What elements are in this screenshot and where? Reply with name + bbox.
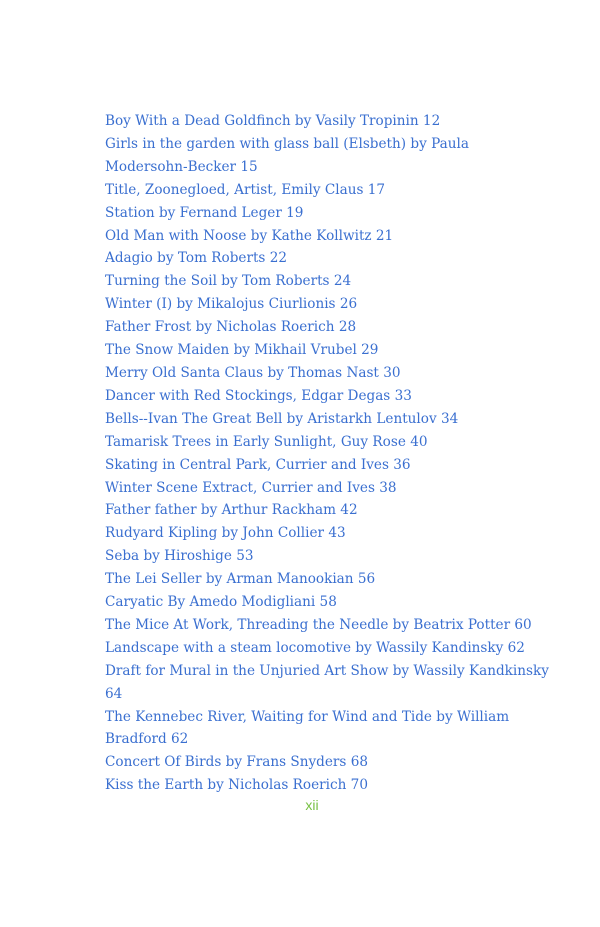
- list-item: Father father by Arthur Rackham 42: [105, 502, 358, 519]
- list-item: Merry Old Santa Claus by Thomas Nast 30: [105, 364, 401, 381]
- list-item: Station by Fernand Leger 19: [105, 204, 304, 221]
- page-number: xii: [305, 797, 319, 813]
- list-item: The Mice At Work, Threading the Needle by Beatrix Potter 60: [105, 616, 532, 633]
- list-item: The Snow Maiden by Mikhail Vrubel 29: [105, 342, 379, 359]
- list-item: Skating in Central Park, Currier and Ives 36: [105, 456, 411, 473]
- list-item: Seba by Hiroshige 53: [105, 548, 254, 565]
- list-item: Kiss the Earth by Nicholas Roerich 70: [105, 777, 368, 794]
- list-item: Tamarisk Trees in Early Sunlight, Guy Rose 40: [105, 433, 428, 450]
- illustration-list: [105, 110, 555, 797]
- list-item: The Lei Seller by Arman Manookian 56: [105, 571, 376, 588]
- list-item: Father Frost by Nicholas Roerich 28: [105, 319, 357, 336]
- list-item: Old Man with Noose by Kathe Kollwitz 21: [105, 227, 394, 244]
- list-item: Landscape with a steam locomotive by Wassily Kandinsky 62: [105, 639, 525, 656]
- list-item: Winter (I) by Mikalojus Ciurlionis 26: [105, 296, 358, 313]
- list-item: Caryatic By Amedo Modigliani 58: [105, 594, 337, 611]
- list-item: Concert Of Birds by Frans Snyders 68: [105, 754, 368, 771]
- list-item: The Kennebec River, Waiting for Wind and Tide by William Bradford 62: [105, 708, 510, 748]
- list-item: Draft for Mural in the Unjuried Art Show by Wassily Kandkinsky 64: [105, 662, 549, 702]
- list-item: Bells--Ivan The Great Bell by Aristarkh Lentulov 34: [105, 410, 459, 427]
- list-item: Dancer with Red Stockings, Edgar Degas 33: [105, 387, 412, 404]
- list-item: Adagio by Tom Roberts 22: [105, 250, 288, 267]
- list-item: Winter Scene Extract, Currier and Ives 38: [105, 479, 397, 496]
- list-item: Girls in the garden with glass ball (Elsbeth) by Paula Modersohn-Becker 15: [105, 135, 469, 175]
- list-item: Title, Zoonegloed, Artist, Emily Claus 17: [105, 181, 386, 198]
- list-item: Boy With a Dead Goldfinch by Vasily Tropinin 12: [105, 113, 441, 129]
- list-item: Turning the Soil by Tom Roberts 24: [105, 273, 352, 290]
- list-item: Rudyard Kipling by John Collier 43: [105, 525, 346, 542]
